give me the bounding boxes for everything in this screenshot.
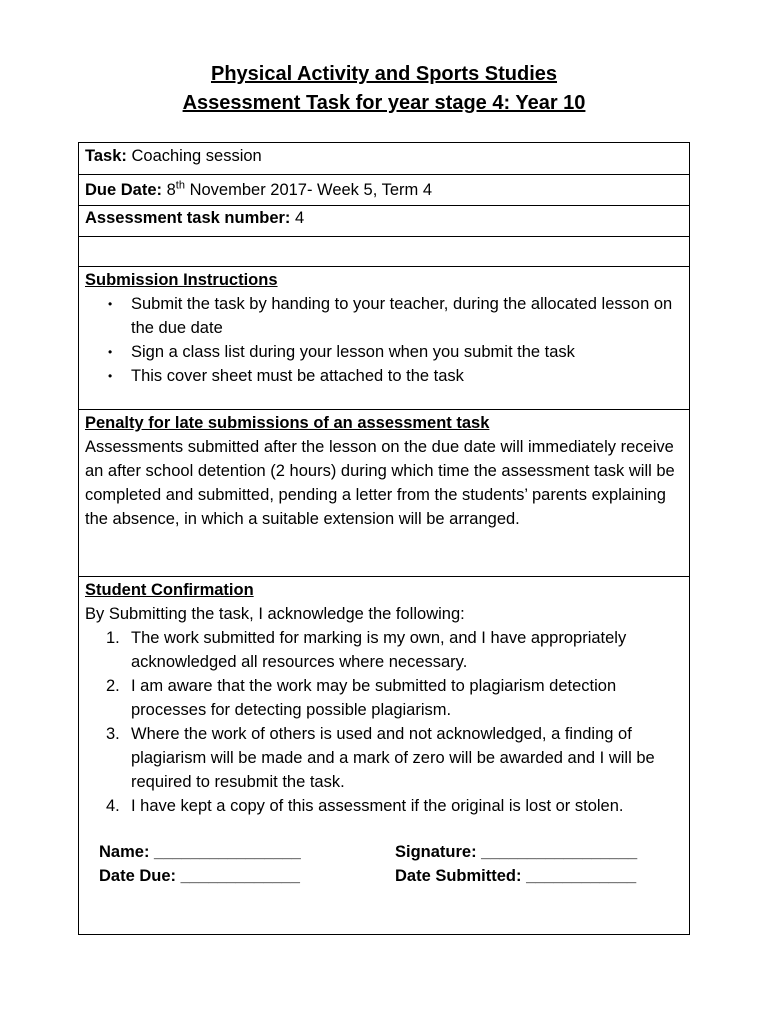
- task-number-label: Assessment task number:: [85, 209, 291, 227]
- penalty-heading: Penalty for late submissions of an assessment task: [85, 414, 490, 432]
- due-date-day: 8: [166, 181, 176, 199]
- student-confirmation-section: [79, 577, 689, 934]
- confirmation-item-4: I have kept a copy of this assessment if the original is lost or stolen.: [131, 797, 624, 815]
- task-label: Task:: [85, 147, 127, 165]
- date-submitted-field[interactable]: Date Submitted: ____________: [395, 867, 637, 885]
- title-line-2: Assessment Task for year stage 4: Year 10: [182, 92, 586, 114]
- date-due-field[interactable]: Date Due: _____________: [99, 867, 300, 885]
- submission-item-2: Sign a class list during your lesson when you submit the task: [131, 343, 575, 361]
- item-number: 2.: [106, 677, 120, 695]
- list-item: [108, 292, 683, 340]
- confirmation-item-1: The work submitted for marking is my own, and I have appropriately acknowledged all resources where necessary.: [131, 629, 627, 671]
- signature-fields: [85, 840, 683, 888]
- item-number: 1.: [106, 629, 120, 647]
- document-title: [0, 60, 768, 118]
- penalty-text: Assessments submitted after the lesson on the due date will immediately receive an after school detention (2 hours) during which time the assessment task will be completed and submitted, pending a letter from the students’ parents explaining the absence, in which a suitable extension will be arranged.: [85, 438, 675, 528]
- list-item: [106, 722, 683, 794]
- list-item: [108, 364, 683, 388]
- name-field[interactable]: Name: ________________: [99, 843, 301, 861]
- bullet-icon: •: [108, 369, 113, 383]
- task-number-row: [79, 206, 689, 237]
- cover-sheet-table: [78, 142, 690, 935]
- list-item: [106, 626, 683, 674]
- confirmation-item-2: I am aware that the work may be submitted to plagiarism detection processes for detecting possible plagiarism.: [131, 677, 617, 719]
- due-date-suffix: th: [175, 179, 185, 192]
- task-number-value: 4: [295, 209, 305, 227]
- due-date-row: [79, 175, 689, 206]
- title-line-1: Physical Activity and Sports Studies: [210, 63, 558, 85]
- confirmation-intro: By Submitting the task, I acknowledge the following:: [85, 605, 465, 623]
- confirmation-heading: Student Confirmation: [85, 581, 254, 599]
- bullet-icon: •: [108, 297, 113, 311]
- task-row: [79, 143, 689, 175]
- bullet-icon: •: [108, 345, 113, 359]
- submission-heading: Submission Instructions: [85, 271, 278, 289]
- list-item: [108, 340, 683, 364]
- list-item: [106, 674, 683, 722]
- submission-instructions-section: [79, 267, 689, 410]
- item-number: 3.: [106, 725, 120, 743]
- signature-field[interactable]: Signature: _________________: [395, 843, 638, 861]
- submission-list: [85, 292, 683, 388]
- confirmation-list: [85, 626, 683, 818]
- due-date-value: November 2017- Week 5, Term 4: [189, 181, 432, 199]
- submission-item-1: Submit the task by handing to your teacher, during the allocated lesson on the due date: [131, 295, 673, 337]
- due-date-label: Due Date:: [85, 181, 163, 199]
- task-value: Coaching session: [131, 147, 262, 165]
- penalty-section: [79, 410, 689, 577]
- blank-row: [79, 237, 689, 267]
- list-item: [106, 794, 683, 818]
- confirmation-item-3: Where the work of others is used and not acknowledged, a finding of plagiarism will be made and a mark of zero will be awarded and I will be required to resubmit the task.: [131, 725, 655, 791]
- submission-item-3: This cover sheet must be attached to the task: [131, 367, 464, 385]
- item-number: 4.: [106, 797, 120, 815]
